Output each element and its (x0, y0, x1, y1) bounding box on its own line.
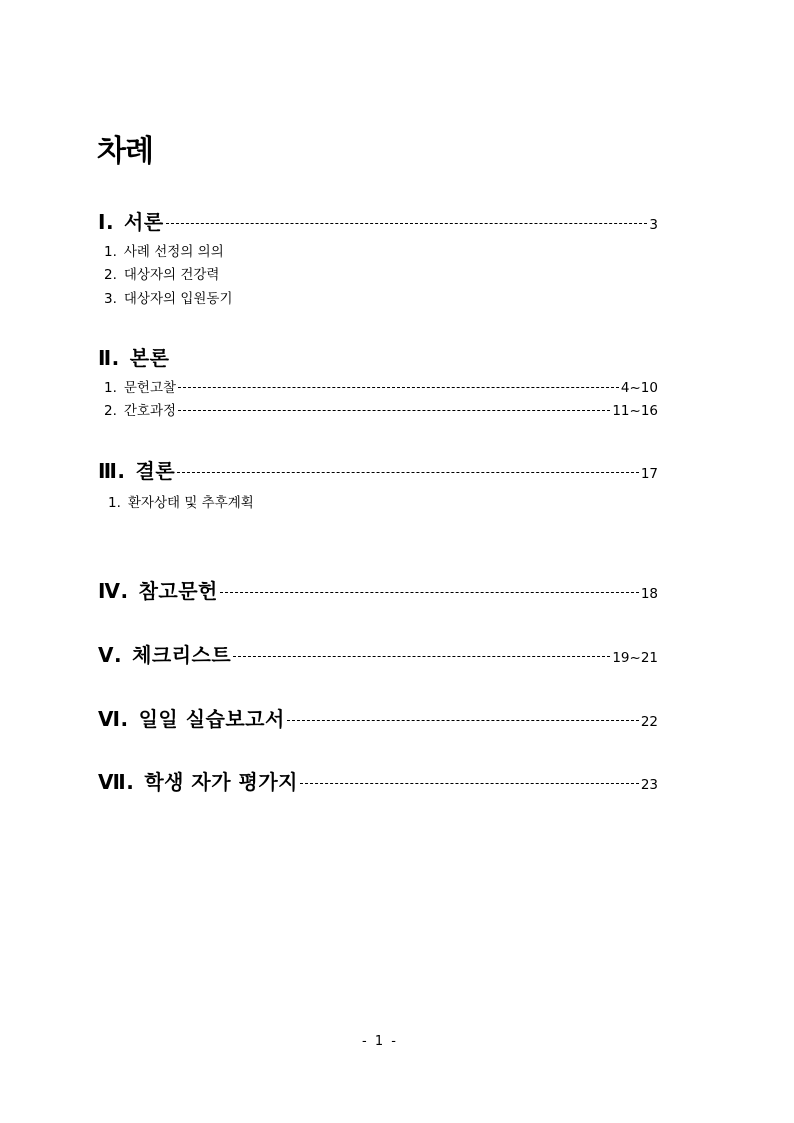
toc-item-3-1[interactable] (108, 491, 254, 511)
item-title: 사례 선정의 의의 (123, 244, 224, 260)
dotted-leader (300, 783, 639, 784)
page-number: 11~16 (612, 403, 658, 419)
section-numeral: Ⅵ. (98, 707, 129, 731)
toc-item-1-2[interactable] (104, 263, 219, 283)
page-number: 17 (640, 466, 658, 482)
toc-item-2-2[interactable] (104, 399, 658, 419)
item-number: 1. (104, 244, 117, 260)
item-title: 간호과정 (123, 403, 177, 419)
dotted-leader (177, 472, 639, 473)
dotted-leader (166, 223, 648, 224)
section-title: 학생 자가 평가지 (144, 770, 298, 794)
page-title: 차례 (97, 134, 153, 169)
section-numeral: Ⅲ. (98, 459, 126, 483)
dotted-leader (178, 387, 619, 388)
toc-section-3[interactable] (98, 455, 658, 484)
footer-page-number: - 1 - (362, 1034, 398, 1049)
dotted-leader (233, 656, 610, 657)
page-number: 23 (640, 777, 658, 793)
page-number: 18 (640, 586, 658, 602)
section-title: 참고문헌 (138, 579, 218, 603)
item-title: 문헌고찰 (123, 380, 177, 396)
item-number: 2. (104, 267, 117, 283)
section-numeral: Ⅱ. (98, 346, 120, 370)
section-title: 일일 실습보고서 (138, 707, 285, 731)
section-numeral: Ⅶ. (98, 770, 135, 794)
page-number: 3 (649, 217, 658, 233)
toc-item-1-1[interactable] (104, 240, 224, 260)
toc-section-2[interactable] (98, 342, 169, 371)
toc-section-6[interactable] (98, 703, 658, 732)
section-title: 결론 (135, 459, 176, 483)
page-number: 19~21 (612, 650, 658, 666)
section-title: 본론 (129, 346, 170, 370)
section-numeral: Ⅰ. (98, 210, 115, 234)
dotted-leader (220, 592, 639, 593)
item-number: 2. (104, 403, 117, 419)
section-title: 체크리스트 (132, 643, 232, 667)
toc-section-7[interactable] (98, 766, 658, 795)
item-number: 1. (108, 495, 121, 511)
item-number: 3. (104, 291, 117, 307)
dotted-leader (178, 410, 610, 411)
section-numeral: Ⅳ. (98, 579, 129, 603)
item-title: 대상자의 건강력 (123, 267, 220, 283)
dotted-leader (287, 720, 639, 721)
section-title: 서론 (124, 210, 164, 234)
item-title: 대상자의 입원동기 (123, 291, 233, 307)
page-number: 22 (640, 714, 658, 730)
toc-section-1[interactable] (98, 206, 658, 235)
toc-item-2-1[interactable] (104, 376, 658, 396)
toc-item-1-3[interactable] (104, 287, 233, 307)
item-title: 환자상태 및 추후계획 (127, 495, 254, 511)
item-number: 1. (104, 380, 117, 396)
page-number: 4~10 (620, 380, 658, 396)
toc-section-4[interactable] (98, 575, 658, 604)
toc-section-5[interactable] (98, 639, 658, 668)
section-numeral: Ⅴ. (98, 643, 123, 667)
